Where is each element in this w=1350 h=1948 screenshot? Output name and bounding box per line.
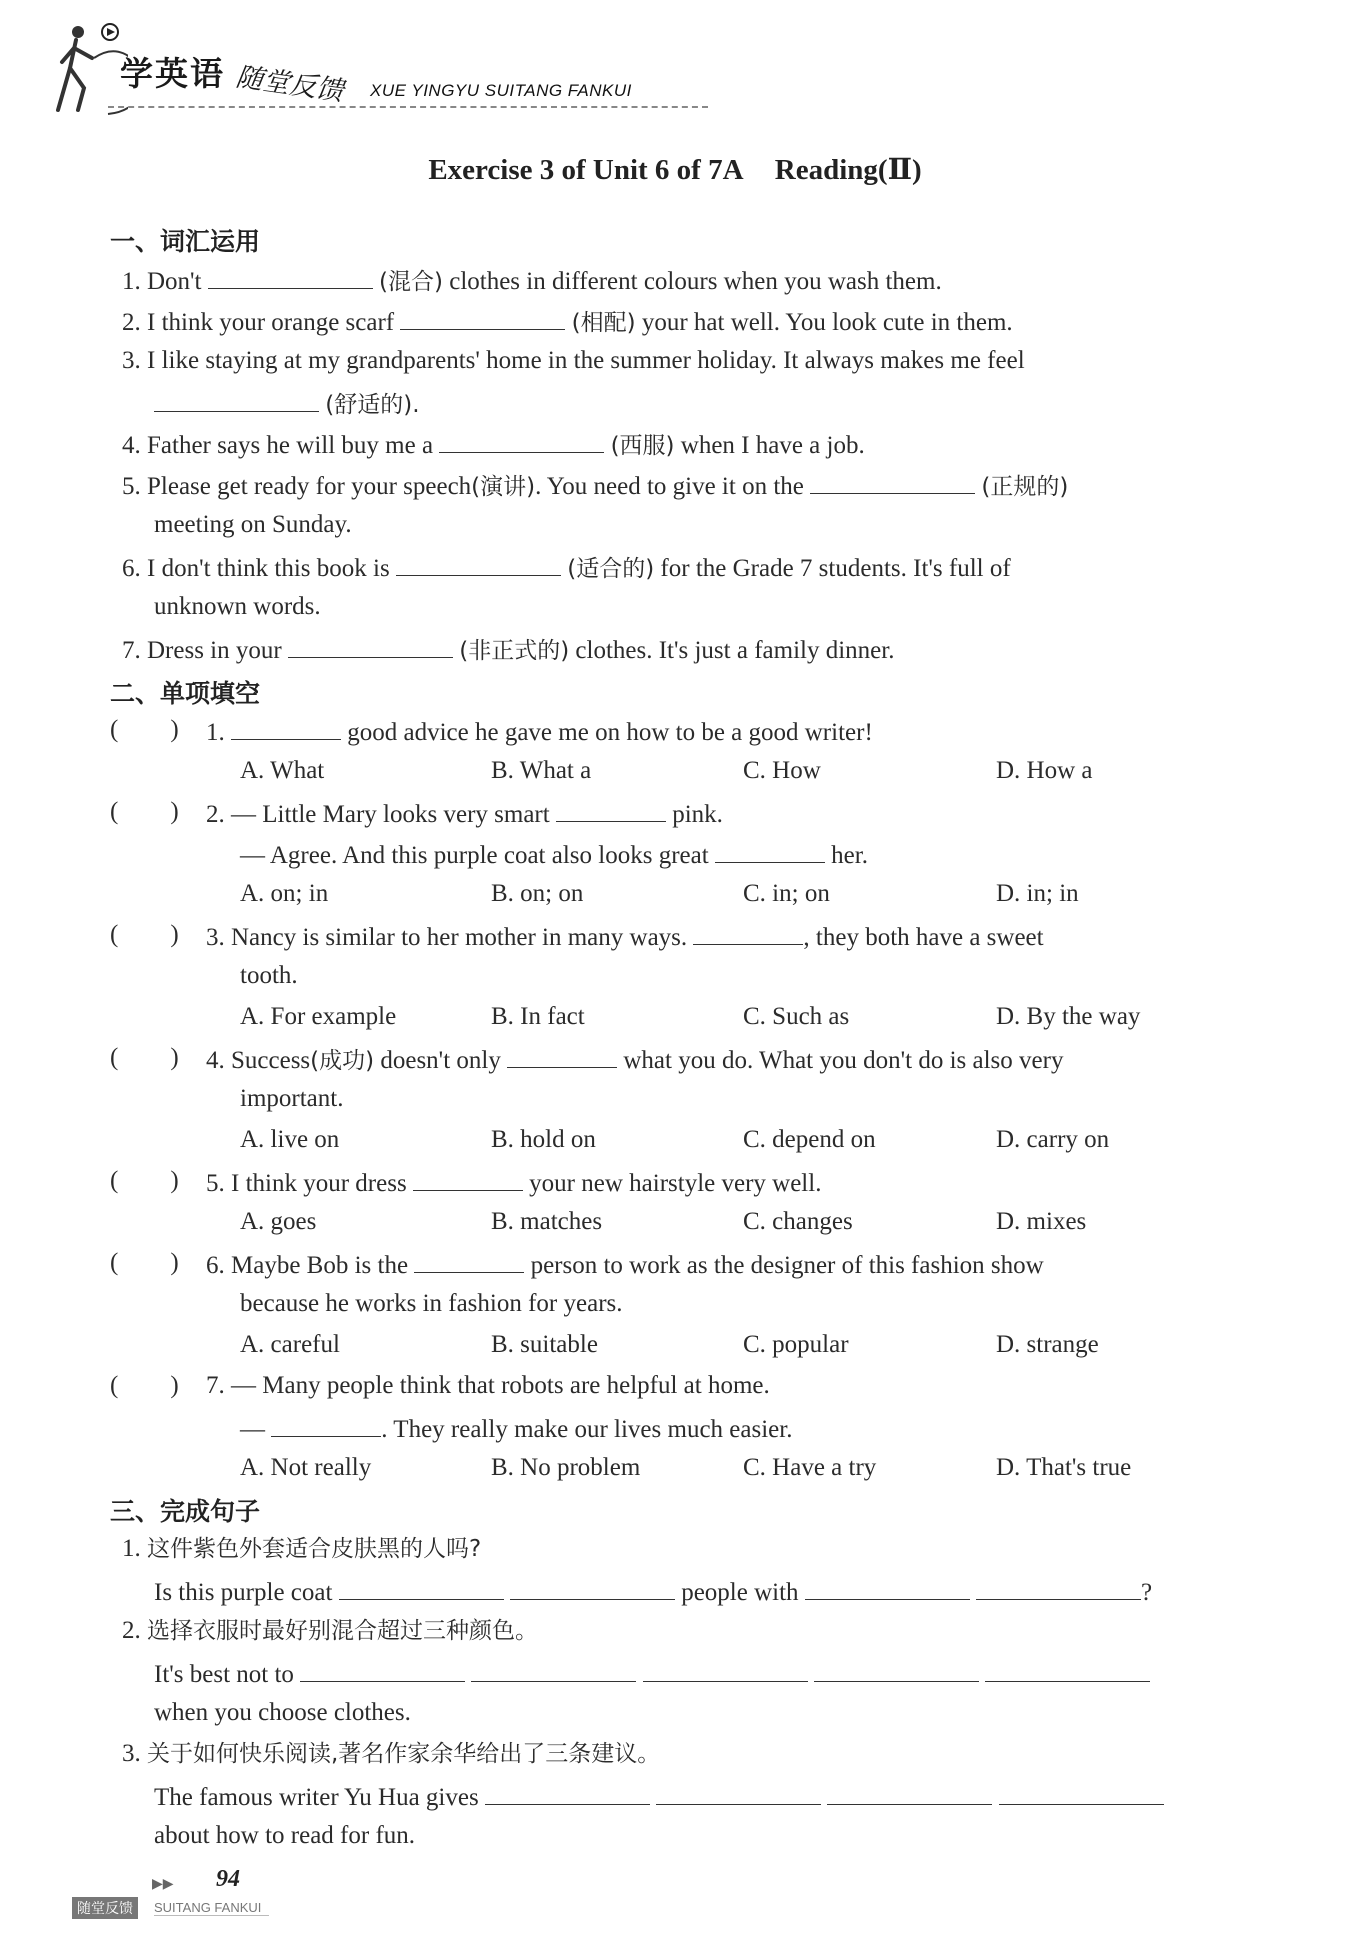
option-d[interactable]: D. carry on xyxy=(996,1126,1110,1153)
s2-q3: 3. Nancy is similar to her mother in many ways. , they both have a sweet xyxy=(206,918,1044,955)
answer-blank[interactable] xyxy=(485,1778,650,1805)
option-b[interactable]: B. hold on xyxy=(491,1126,596,1153)
s1-q1: 1. Don't (混合) clothes in different colours when you wash them. xyxy=(122,262,942,299)
s2-q2-bracket[interactable]: ( ) xyxy=(110,798,179,825)
option-c[interactable]: C. depend on xyxy=(743,1126,876,1153)
s2-q6-line2: because he works in fashion for years. xyxy=(240,1290,623,1317)
answer-blank[interactable] xyxy=(231,713,341,740)
option-a[interactable]: A. For example xyxy=(240,1003,397,1030)
title-exercise: Exercise 3 of Unit 6 of 7A xyxy=(428,154,744,186)
s2-q6: 6. Maybe Bob is the person to work as the designer of this fashion show xyxy=(206,1246,1044,1283)
section-3-heading: 三、完成句子 xyxy=(110,1497,261,1526)
option-d[interactable]: D. in; in xyxy=(996,880,1079,907)
section-2-heading: 二、单项填空 xyxy=(110,679,261,708)
header-title-en: XUE YINGYU SUITANG FANKUI xyxy=(370,81,632,100)
s2-q7-line2: — . They really make our lives much easier. xyxy=(240,1410,792,1447)
answer-blank[interactable] xyxy=(810,467,975,494)
option-b[interactable]: B. What a xyxy=(491,757,592,784)
answer-blank[interactable] xyxy=(288,631,453,658)
option-d[interactable]: D. mixes xyxy=(996,1208,1087,1235)
option-a[interactable]: A. careful xyxy=(240,1331,340,1358)
s1-q6: 6. I don't think this book is (适合的) for the Grade 7 students. It's full of xyxy=(122,549,1011,586)
s1-q3-line2: (舒适的). xyxy=(154,385,420,422)
answer-blank[interactable] xyxy=(339,1573,504,1600)
s2-q5: 5. I think your dress your new hairstyle very well. xyxy=(206,1164,821,1201)
s3-q3-line2: about how to read for fun. xyxy=(154,1822,416,1849)
s2-q3-line2: tooth. xyxy=(240,962,298,989)
answer-blank[interactable] xyxy=(471,1655,636,1682)
page-number: 94 xyxy=(216,1866,240,1892)
answer-blank[interactable] xyxy=(400,303,565,330)
answer-blank[interactable] xyxy=(693,918,803,945)
s2-q4: 4. Success(成功) doesn't only what you do. What you don't do is also very xyxy=(206,1041,1063,1078)
answer-blank[interactable] xyxy=(413,1164,523,1191)
option-b[interactable]: B. No problem xyxy=(491,1454,641,1481)
s3-q2-cn: 2. 选择衣服时最好别混合超过三种颜色。 xyxy=(122,1617,538,1644)
s2-q6-bracket[interactable]: ( ) xyxy=(110,1249,179,1276)
s2-q4-line2: important. xyxy=(240,1085,344,1112)
header-divider xyxy=(108,106,708,108)
answer-blank[interactable] xyxy=(814,1655,979,1682)
answer-blank[interactable] xyxy=(556,795,666,822)
option-c[interactable]: C. changes xyxy=(743,1208,853,1235)
s3-q2: It's best not to xyxy=(154,1655,1150,1692)
s3-q1: Is this purple coat people with ? xyxy=(154,1573,1152,1610)
s3-q3-cn: 3. 关于如何快乐阅读,著名作家余华给出了三条建议。 xyxy=(122,1740,661,1767)
runner-logo-icon xyxy=(48,18,128,118)
answer-blank[interactable] xyxy=(656,1778,821,1805)
page-title xyxy=(0,152,1350,187)
option-b[interactable]: B. In fact xyxy=(491,1003,585,1030)
answer-blank[interactable] xyxy=(976,1573,1141,1600)
footer-tag-cn: 随堂反馈 xyxy=(72,1897,138,1919)
s3-q3: The famous writer Yu Hua gives xyxy=(154,1778,1164,1815)
answer-blank[interactable] xyxy=(396,549,561,576)
option-c[interactable]: C. How xyxy=(743,757,821,784)
option-d[interactable]: D. That's true xyxy=(996,1454,1132,1481)
option-c[interactable]: C. popular xyxy=(743,1331,849,1358)
s1-q4: 4. Father says he will buy me a (西服) when I have a job. xyxy=(122,426,865,463)
option-d[interactable]: D. How a xyxy=(996,757,1093,784)
s1-q5: 5. Please get ready for your speech(演讲). You need to give it on the (正规的) xyxy=(122,467,1068,504)
answer-blank[interactable] xyxy=(414,1246,524,1273)
answer-blank[interactable] xyxy=(643,1655,808,1682)
answer-blank[interactable] xyxy=(715,836,825,863)
s2-q5-bracket[interactable]: ( ) xyxy=(110,1167,179,1194)
option-a[interactable]: A. What xyxy=(240,757,325,784)
answer-blank[interactable] xyxy=(985,1655,1150,1682)
answer-blank[interactable] xyxy=(271,1410,381,1437)
footer-tag-en: SUITANG FANKUI xyxy=(154,1900,269,1916)
option-a[interactable]: A. goes xyxy=(240,1208,317,1235)
header-subtitle-cn: 随堂反馈 xyxy=(233,61,346,108)
s1-q3: 3. I like staying at my grandparents' home in the summer holiday. It always makes me feel xyxy=(122,347,1025,374)
option-c[interactable]: C. Such as xyxy=(743,1003,850,1030)
arrow-icon: ▶▶ xyxy=(152,1877,174,1892)
option-a[interactable]: A. Not really xyxy=(240,1454,372,1481)
s2-q2-line2: — Agree. And this purple coat also looks great her. xyxy=(240,836,868,873)
s2-q2: 2. — Little Mary looks very smart pink. xyxy=(206,795,723,832)
s1-q6-line2: unknown words. xyxy=(154,593,321,620)
answer-blank[interactable] xyxy=(510,1573,675,1600)
s2-q4-bracket[interactable]: ( ) xyxy=(110,1044,179,1071)
option-b[interactable]: B. suitable xyxy=(491,1331,598,1358)
answer-blank[interactable] xyxy=(300,1655,465,1682)
s2-q3-bracket[interactable]: ( ) xyxy=(110,921,179,948)
s1-q2: 2. I think your orange scarf (相配) your hat well. You look cute in them. xyxy=(122,303,1013,340)
answer-blank[interactable] xyxy=(154,385,319,412)
answer-blank[interactable] xyxy=(208,262,373,289)
section-1-heading: 一、词汇运用 xyxy=(110,227,261,256)
title-reading: Reading(Ⅱ) xyxy=(774,154,922,186)
option-c[interactable]: C. in; on xyxy=(743,880,830,907)
answer-blank[interactable] xyxy=(507,1041,617,1068)
option-b[interactable]: B. on; on xyxy=(491,880,584,907)
answer-blank[interactable] xyxy=(439,426,604,453)
s2-q1: 1. good advice he gave me on how to be a good writer! xyxy=(206,713,873,750)
answer-blank[interactable] xyxy=(999,1778,1164,1805)
option-d[interactable]: D. strange xyxy=(996,1331,1099,1358)
s1-q7: 7. Dress in your (非正式的) clothes. It's just a family dinner. xyxy=(122,631,894,668)
option-a[interactable]: A. live on xyxy=(240,1126,340,1153)
s2-q7: 7. — Many people think that robots are helpful at home. xyxy=(206,1372,770,1399)
s3-q2-line2: when you choose clothes. xyxy=(154,1699,411,1726)
s2-q7-bracket[interactable]: ( ) xyxy=(110,1372,179,1399)
option-b[interactable]: B. matches xyxy=(491,1208,603,1235)
page-header xyxy=(48,18,668,128)
s2-q1-bracket[interactable]: ( ) xyxy=(110,716,179,743)
option-a[interactable]: A. on; in xyxy=(240,880,329,907)
answer-blank[interactable] xyxy=(805,1573,970,1600)
option-c[interactable]: C. Have a try xyxy=(743,1454,877,1481)
header-title-cn: 学英语 xyxy=(120,54,225,93)
s1-q5-line2: meeting on Sunday. xyxy=(154,511,352,538)
s3-q1-cn: 1. 这件紫色外套适合皮肤黑的人吗? xyxy=(122,1535,482,1562)
option-d[interactable]: D. By the way xyxy=(996,1003,1141,1030)
answer-blank[interactable] xyxy=(827,1778,992,1805)
